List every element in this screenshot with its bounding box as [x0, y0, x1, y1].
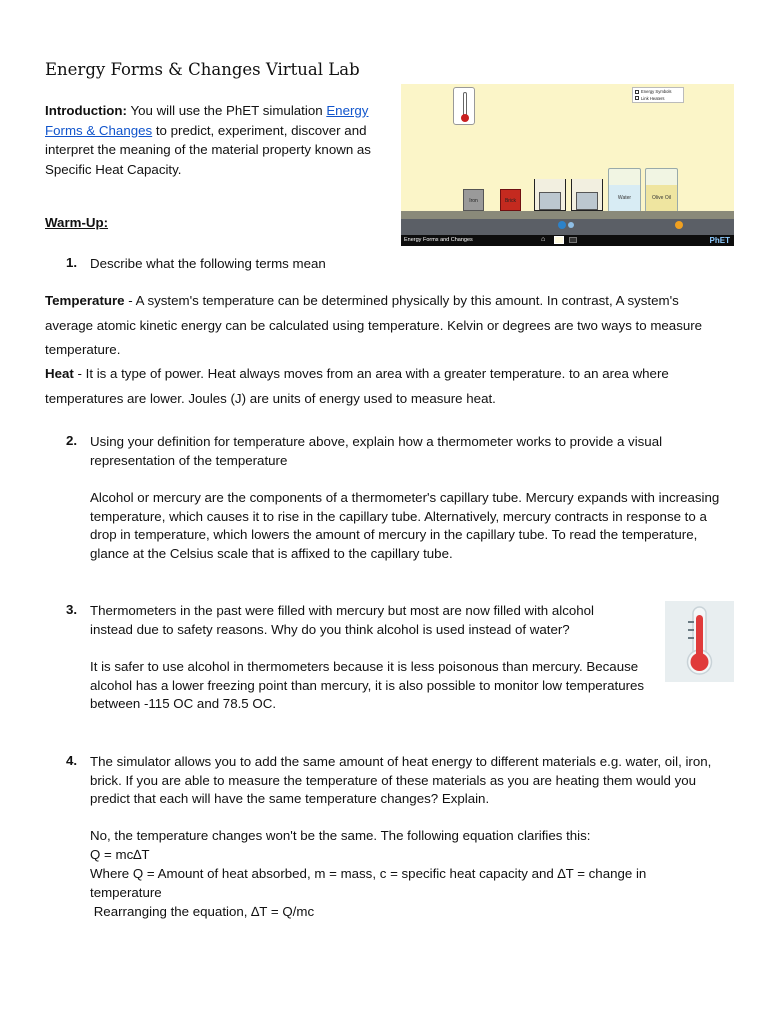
question-3-answer: It is safer to use alcohol in thermometers because it is less poisonous than mercury. Because alcohol has a lower freezing point than mercury, it is also possible to monitor low temperatures between -115 OC and 78.5 OC.	[90, 659, 645, 711]
checkbox-icon	[635, 90, 639, 94]
question-3-prompt: Thermometers in the past were filled with mercury but most are now filled with alcohol instead due to safety reasons. Why do you think alcohol is used instead of water?	[90, 603, 595, 637]
beaker-label: Olive Oil	[646, 185, 677, 211]
burner-stand	[571, 179, 603, 211]
options-panel	[632, 87, 684, 103]
heat-term: Heat	[45, 366, 74, 381]
play-icon	[558, 221, 566, 229]
question-number: 2.	[66, 433, 78, 448]
step-icon	[568, 222, 574, 228]
sim-footer-title: Energy Forms and Changes	[404, 237, 473, 243]
question-number: 3.	[66, 602, 78, 617]
iron-block: Iron	[463, 189, 484, 211]
control-shelf	[401, 219, 734, 235]
heat-text: - It is a type of power. Heat always moves from an area with a greater temperature. to an area where temperatures are lower. Joules (J) are units of energy used to measure heat.	[45, 366, 669, 406]
question-1-prompt: Describe what the following terms mean	[90, 256, 326, 271]
question-4-variables: Where Q = Amount of heat absorbed, m = mass, c = specific heat capacity and ∆T = change in temperature	[90, 866, 647, 900]
screen-icon	[554, 236, 564, 244]
page-title: Energy Forms & Changes Virtual Lab	[45, 60, 360, 79]
temperature-definition	[45, 289, 725, 363]
burner-pot	[576, 192, 598, 210]
question-4-answer-line: No, the temperature changes won't be the same. The following equation clarifies this:	[90, 828, 591, 843]
question-4-prompt: The simulator allows you to add the same amount of heat energy to different materials e.g. water, oil, iron, brick. If you are able to measure the temperature of these materials as you are heating them would you predict that each will have the same temperature changes? Explain.	[90, 754, 712, 806]
question-4-equation: Q = mc∆T	[90, 847, 150, 862]
question-2-prompt: Using your definition for temperature above, explain how a thermometer works to provide a visual representation of the temperature	[90, 434, 663, 468]
table-surface	[401, 211, 734, 219]
home-icon: ⌂	[541, 236, 546, 243]
brick-block: Brick	[500, 189, 521, 211]
temperature-text: - A system's temperature can be determined physically by this amount. In contrast, A system's average atomic kinetic energy can be calculated using temperature. Kelvin or degrees are two ways to measure temperature.	[45, 293, 703, 358]
beaker-label: Water	[609, 185, 640, 211]
intro-text-after: to predict, experiment, discover and interpret the meaning of the material property known as Specific Heat Capacity.	[45, 122, 371, 177]
question-4-rearranged: Rearranging the equation, ∆T = Q/mc	[90, 904, 315, 919]
burner-stand	[534, 179, 566, 211]
simulation-screenshot	[401, 84, 734, 246]
option-link-heaters: Link Heaters	[635, 96, 681, 103]
checkbox-icon	[635, 96, 639, 100]
water-beaker	[608, 168, 641, 212]
question-number: 4.	[66, 753, 78, 768]
phet-logo: PhET	[709, 236, 730, 245]
introduction-paragraph	[45, 101, 390, 179]
intro-text-before: You will use the PhET simulation	[126, 103, 327, 118]
option-energy-symbols: Energy Symbols	[635, 89, 681, 96]
phet-simulation-link[interactable]: Energy Forms & Changes	[45, 103, 369, 138]
heat-definition	[45, 362, 725, 411]
warmup-heading: Warm-Up:	[45, 215, 109, 230]
temperature-term: Temperature	[45, 293, 125, 308]
question-number: 1.	[66, 255, 78, 270]
question-2-answer: Alcohol or mercury are the components of a thermometer's capillary tube. Mercury expands with increasing temperature, which causes it to rise in the capillary tube. Alternatively, mercury contracts in response to a drop in temperature, which lowers the amount of mercury in the capillary tube. To read the temperature, glance at the Celsius scale that is affixed to the capillary tube.	[90, 490, 720, 561]
olive-oil-beaker	[645, 168, 678, 212]
introduction-label: Introduction:	[45, 103, 127, 118]
burner-pot	[539, 192, 561, 210]
screen-icon	[569, 237, 577, 243]
thermometer-panel	[453, 87, 475, 125]
thermometer-icon	[665, 601, 734, 682]
reset-icon	[675, 221, 683, 229]
thermometer-bulb	[461, 114, 469, 122]
